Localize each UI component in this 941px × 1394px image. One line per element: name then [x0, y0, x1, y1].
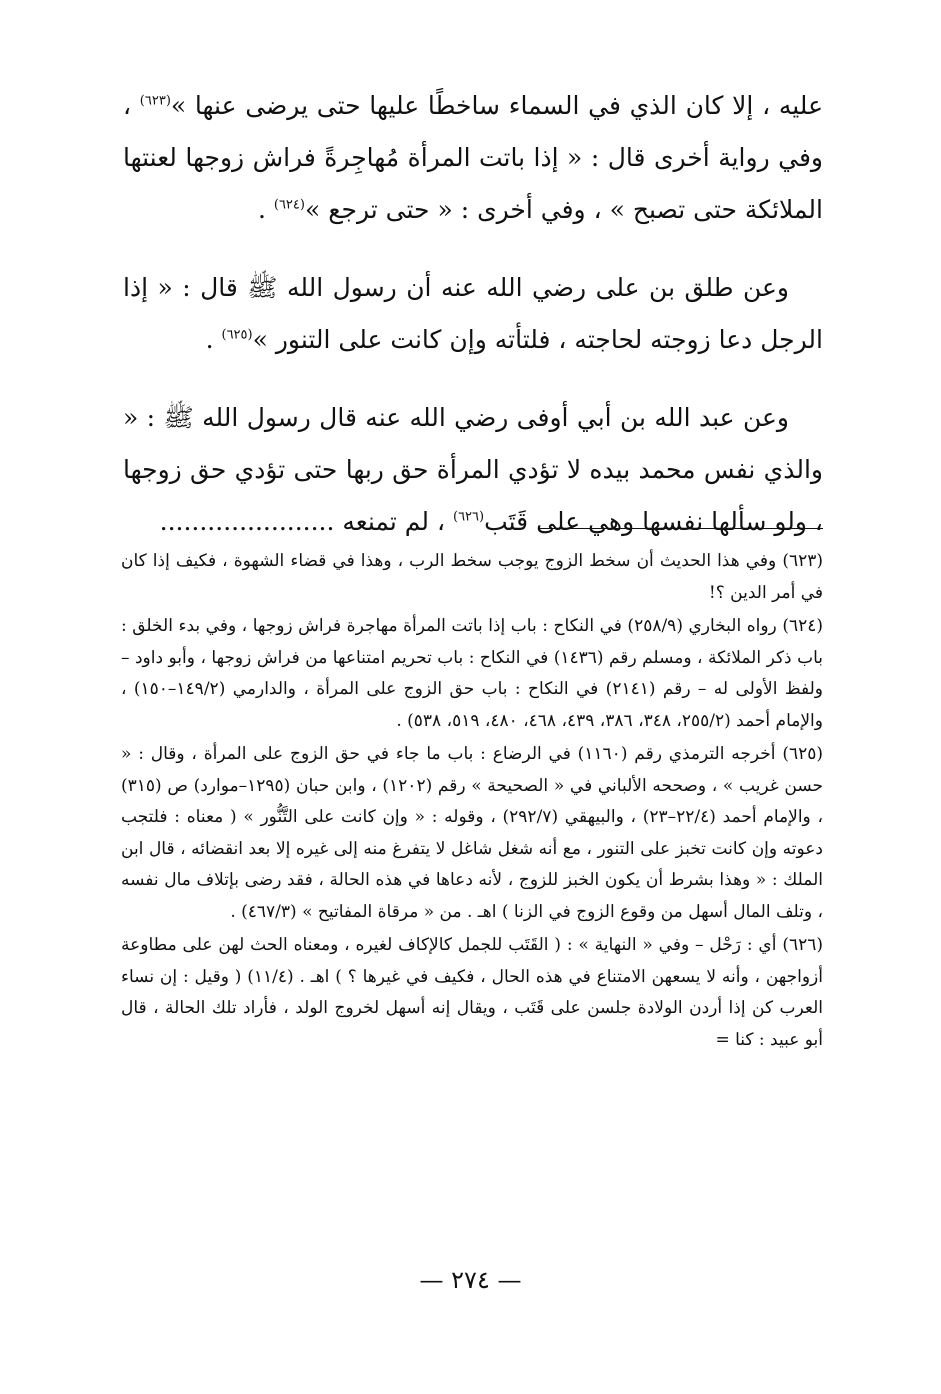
footnote-ref-625: (٦٢٥): [221, 327, 253, 343]
footnotes-section: [121, 546, 823, 1058]
footnote-text: وفي هذا الحديث أن سخط الزوج يوجب سخط الرب ، وهذا في قضاء الشهوة ، فكيف إذا كان في أمر الدين ؟!: [121, 551, 823, 603]
main-paragraph-3-text-a: وعن عبد الله بن أبي أوفى رضي الله عنه قال رسول الله ﷺ : « والذي نفس محمد بيده لا تؤدي المرأة حق ربها حتى تؤدي حق زوجها ، ولو سألها نفسها وهي على قَتَب: [123, 403, 823, 536]
footnote-626: [121, 930, 823, 1056]
main-text: [123, 80, 823, 548]
footnote-625: [121, 739, 823, 928]
main-paragraph-3: [123, 392, 823, 548]
footnote-ref-626: (٦٢٦): [452, 509, 485, 525]
footnote-624: [121, 611, 823, 737]
main-paragraph-2-text-a: وعن طلق بن على رضي الله عنه أن رسول الله ﷺ قال : « إذا الرجل دعا زوجته لحاجته ، فلتأته وإن كانت على التنور »: [123, 273, 823, 354]
footnote-text: أي : رَحْل – وفي « النهاية » : ( القَتَب للجمل كالإكاف لغيره ، ومعناه الحث لهن على مطاوعة أزواجهن ، وأنه لا يسعهن الامتناع في هذه الحال ، فكيف في غيرها ؟ ) اهـ . (١١/٤) ( وقيل : إن نساء العرب كن إذا أردن الولادة جلسن على قَتَب ، ويقال إنه أسهل لخروج الولد ، فأراد تلك الحالة ، قال أبو عبيد : كنا =: [121, 935, 823, 1050]
footnote-623: [121, 546, 823, 609]
footnote-number: (٦٢٥): [782, 744, 823, 764]
main-paragraph-1-text-a: عليه ، إلا كان الذي في السماء ساخطًا عليها حتى يرضى عنها »: [170, 91, 823, 120]
main-paragraph-2: [123, 262, 823, 366]
main-paragraph-1-text-b: ، وفي رواية أخرى قال : « إذا باتت المرأة مُهاجِرةً فراش زوجها لعنتها الملائكة حتى تصبح » ، وفي أخرى : « حتى ترجع »: [123, 91, 823, 224]
footnote-number: (٦٢٦): [782, 935, 823, 955]
footnote-number: (٦٢٤): [782, 616, 823, 636]
footnote-number: (٦٢٣): [782, 551, 823, 571]
main-paragraph-1-text-c: .: [257, 195, 274, 224]
main-paragraph-1: [123, 80, 823, 236]
footnote-text: أخرجه الترمذي رقم (١١٦٠) في الرضاع : باب ما جاء في حق الزوج على المرأة ، وقال : « حسن غريب » ، وصححه الألباني في « الصحيحة » رقم (١٢٠٢) ، وابن حبان (١٢٩٥–موارد) ص (٣١٥) ، والإمام أحمد (٢٢/٤–٢٣) ، والبيهقي (٢٩٢/٧) ، وقوله : « وإن كانت على التَّنُّور » ( معناه : فلتجب دعوته وإن كانت تخبز على التنور ، مع أنه شغل شاغل لا يتفرغ منه إلى غيره إلا بعد انقضائه ، قال ابن الملك : « وهذا بشرط أن يكون الخبز للزوج ، لأنه دعاها في هذه الحالة ، فقد رضى بإتلاف مال نفسه ، وتلف المال أسهل من وقوع الزوج في الزنا ) اهـ . من « مرقاة المفاتيح » (٤٦٧/٣) .: [121, 744, 823, 922]
main-paragraph-3-text-b: ، لم تمنعه ......................: [159, 507, 453, 536]
page-number: — ٢٧٤ —: [419, 1266, 522, 1294]
footnote-separator: [539, 528, 823, 529]
footnote-ref-623: (٦٢٣): [139, 93, 171, 109]
main-paragraph-2-text-b: .: [205, 325, 222, 354]
footnote-text: رواه البخاري (٢٥٨/٩) في النكاح : باب إذا باتت المرأة مهاجرة فراش زوجها ، وفي بدء الخلق : باب ذكر الملائكة ، ومسلم رقم (١٤٣٦) في النكاح : باب تحريم امتناعها من فراش زوجها ، وأبو داود – ولفظ الأولى له – رقم (٢١٤١) في النكاح : باب حق الزوج على المرأة ، والدارمي (١٤٩/٢–١٥٠) ، والإمام أحمد (٢٥٥/٢، ٣٤٨، ٣٨٦، ٤٣٩، ٤٦٨، ٤٨٠، ٥١٩، ٥٣٨) .: [121, 616, 823, 731]
footnote-ref-624: (٦٢٤): [273, 197, 305, 213]
